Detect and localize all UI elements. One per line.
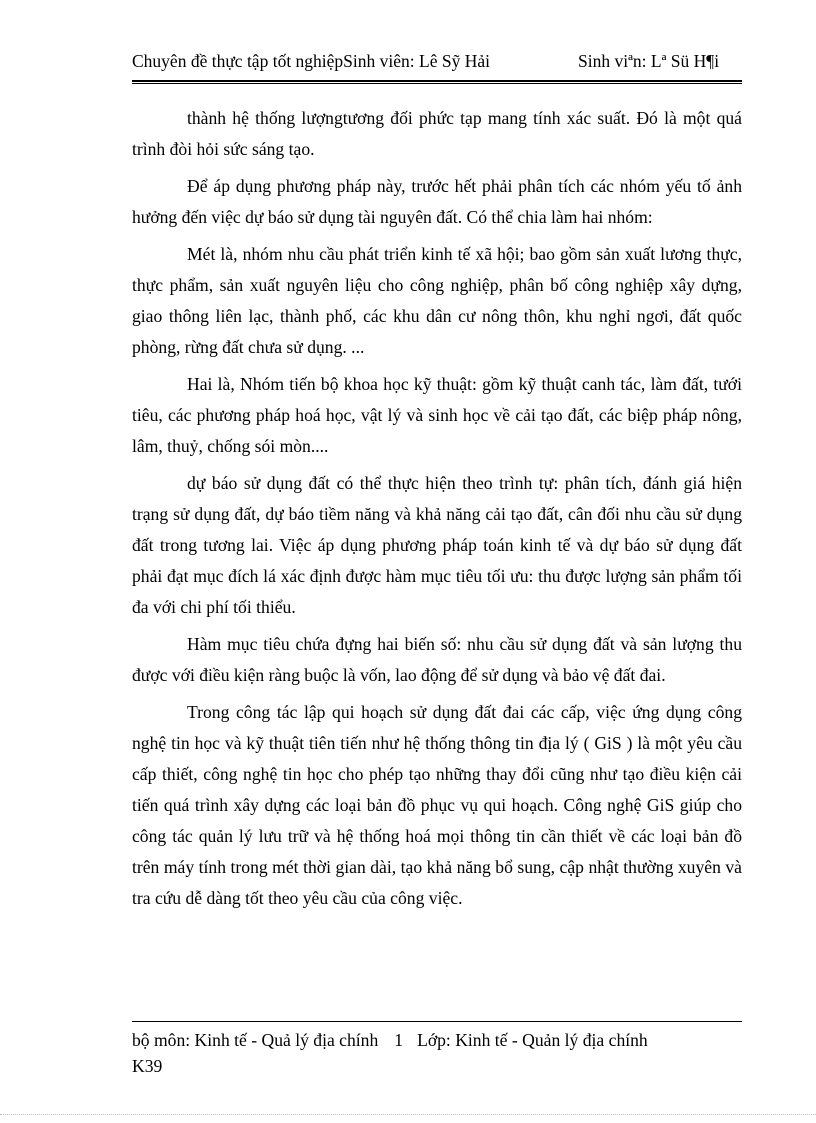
paragraph: Trong công tác lập qui hoạch sử dụng đất đai các cấp, việc ứng dụng công nghệ tin học và kỹ thuật tiên tiến như hệ thống thông tin địa lý ( GiS ) là một yêu cầu cấp thiết, công nghệ tin học cho phép tạo những thay đổi cũng như tạo điều kiện cải tiến quá trình xây dựng các loại bản đồ phục vụ qui hoạch. Công nghệ GiS giúp cho công tác quản lý lưu trữ và hệ thống hoá mọi thông tin cần thiết về các loại bản đồ trên máy tính trong mét thời gian dài, tạo khả năng bổ sung, cập nhật thường xuyên và tra cứu dễ dàng tốt theo yêu cầu của công việc. [132,702,742,908]
footer-rule [132,1021,742,1022]
footer-class-code: K39 [132,1056,163,1076]
footer-department: bộ môn: Kinh tế - Quả lý địa chính [132,1030,379,1050]
paragraph: dự báo sử dụng đất có thể thực hiện theo trình tự: phân tích, đánh giá hiện trạng sử dụng đất, dự báo tiềm năng và khả năng cải tạo đất, cân đối nhu cầu sử dụng đất trong tương lai. Việc áp dụng phương pháp toán kinh tế và dự báo sử dụng đất phải đạt mục đích lá xác định được hàm mục tiêu tối ưu: thu được lượng sản phẩm tối đa với chi phí tối thiểu. [132,473,742,617]
header-rule [132,80,742,82]
page-header [132,48,742,78]
header-rule-thin [132,83,742,84]
paragraph: Hàm mục tiêu chứa đựng hai biến số: nhu cầu sử dụng đất và sản lượng thu được với điều kiện ràng buộc là vốn, lao động để sử dụng và bảo vệ đất đai. [132,634,742,685]
paragraph: Mét là, nhóm nhu cầu phát triển kinh tế xã hội; bao gồm sản xuất lương thực, thực phẩm, sản xuất nguyên liệu cho công nghiệp, phân bố công nghiệp xây dựng, giao thông liên lạc, thành phố, các khu dân cư nông thôn, khu nghỉ ngơi, đất quốc phòng, rừng đất chưa sử dụng. ... [132,244,742,357]
header-title: Chuyên đề thực tập tốt nghiệpSinh viên: Lê Sỹ Hải [132,51,490,71]
page-edge [0,1114,816,1115]
footer-class: Lớp: Kinh tế - Quản lý địa chính [417,1030,648,1050]
paragraph: thành hệ thống lượngtương đối phức tạp mang tính xác suất. Đó là một quá trình đòi hỏi sức sáng tạo. [132,108,742,159]
document-body [132,103,742,920]
paragraph: Để áp dụng phương pháp này, trước hết phải phân tích các nhóm yếu tố ảnh hưởng đến việc dự báo sử dụng tài nguyên đất. Có thể chia làm hai nhóm: [132,176,742,227]
header-author: Sinh viªn: Lª Sü H¶i [578,51,720,71]
page-number: 1 [394,1030,404,1050]
page-footer [132,1027,742,1079]
paragraph: Hai là, Nhóm tiến bộ khoa học kỹ thuật: gồm kỹ thuật canh tác, làm đất, tưới tiêu, các phương pháp hoá học, vật lý và sinh học về cải tạo đất, các biệp pháp nông, lâm, thuỷ, chống sói mòn.... [132,374,742,456]
